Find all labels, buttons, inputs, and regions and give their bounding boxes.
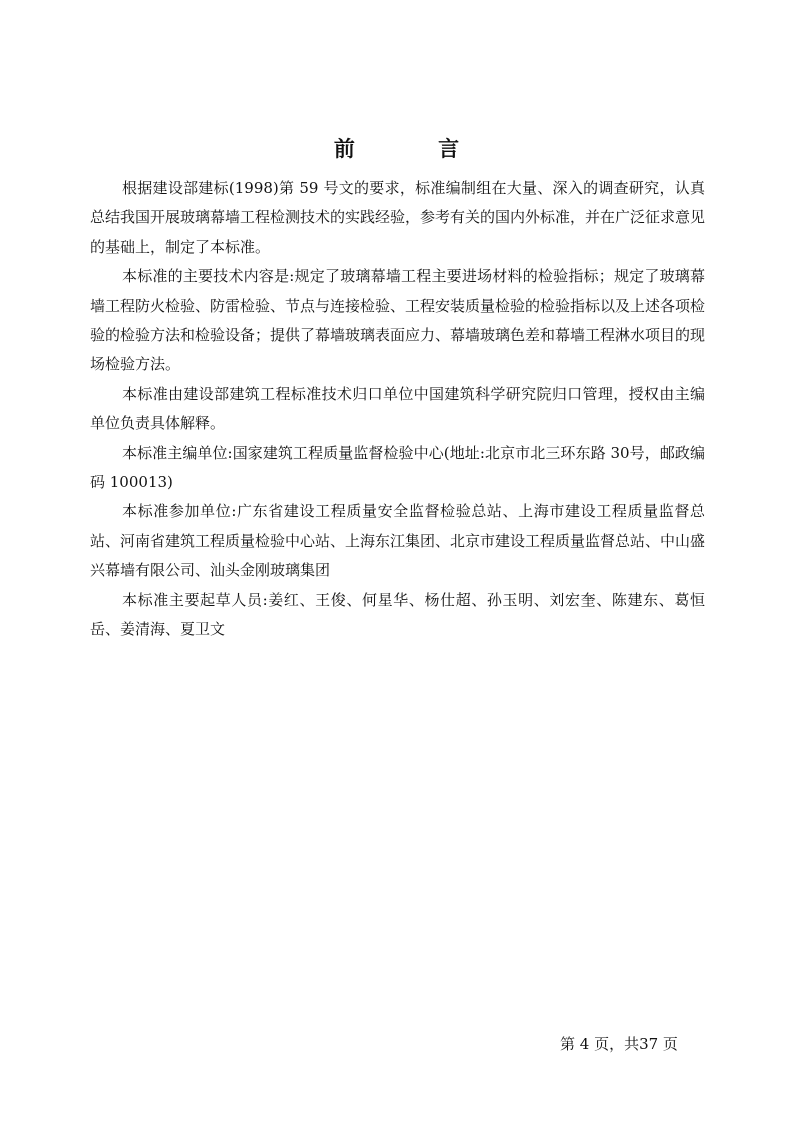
paragraph-participants: 本标准参加单位:广东省建设工程质量安全监督检验总站、上海市建设工程质量监督总站、河南省建筑工程质量检验中心站、上海东江集团、北京市建设工程质量监督总站、中山盛兴幕墙有限公司、汕头金刚玻璃集团 [90,502,706,580]
paragraph-main-content: 本标准的主要技术内容是:规定了玻璃幕墙工程主要进场材料的检验指标；规定了玻璃幕墙工程防火检验、防雷检验、节点与连接检验、工程安装质量检验的检验指标以及上述各项检验的检验方法和检验设备；提供了幕墙玻璃表面应力、幕墙玻璃色差和幕墙工程淋水项目的现场检验方法。 [90,267,706,374]
page-title: 前 言 [333,137,498,161]
preface-body [90,174,705,645]
paragraph-drafters: 本标准主要起草人员:姜红、王俊、何星华、杨仕超、孙玉明、刘宏奎、陈建东、葛恒岳、姜清海、夏卫文 [90,590,705,639]
paragraph-chief-editor: 本标准主编单位:国家建筑工程质量监督检验中心(地址:北京市北三环东路 30号，邮政编码 100013) [90,443,705,492]
page-number: 第 4 页，共37 页 [560,1035,678,1053]
paragraph-background: 根据建设部建标(1998)第 59 号文的要求，标准编制组在大量、深入的调查研究，认真总结我国开展玻璃幕墙工程检测技术的实践经验，参考有关的国内外标准，并在广泛征求意见的基础上，制定了本标准。 [90,179,706,256]
paragraph-management: 本标准由建设部建筑工程标准技术归口单位中国建筑科学研究院归口管理，授权由主编单位负责具体解释。 [90,384,705,433]
